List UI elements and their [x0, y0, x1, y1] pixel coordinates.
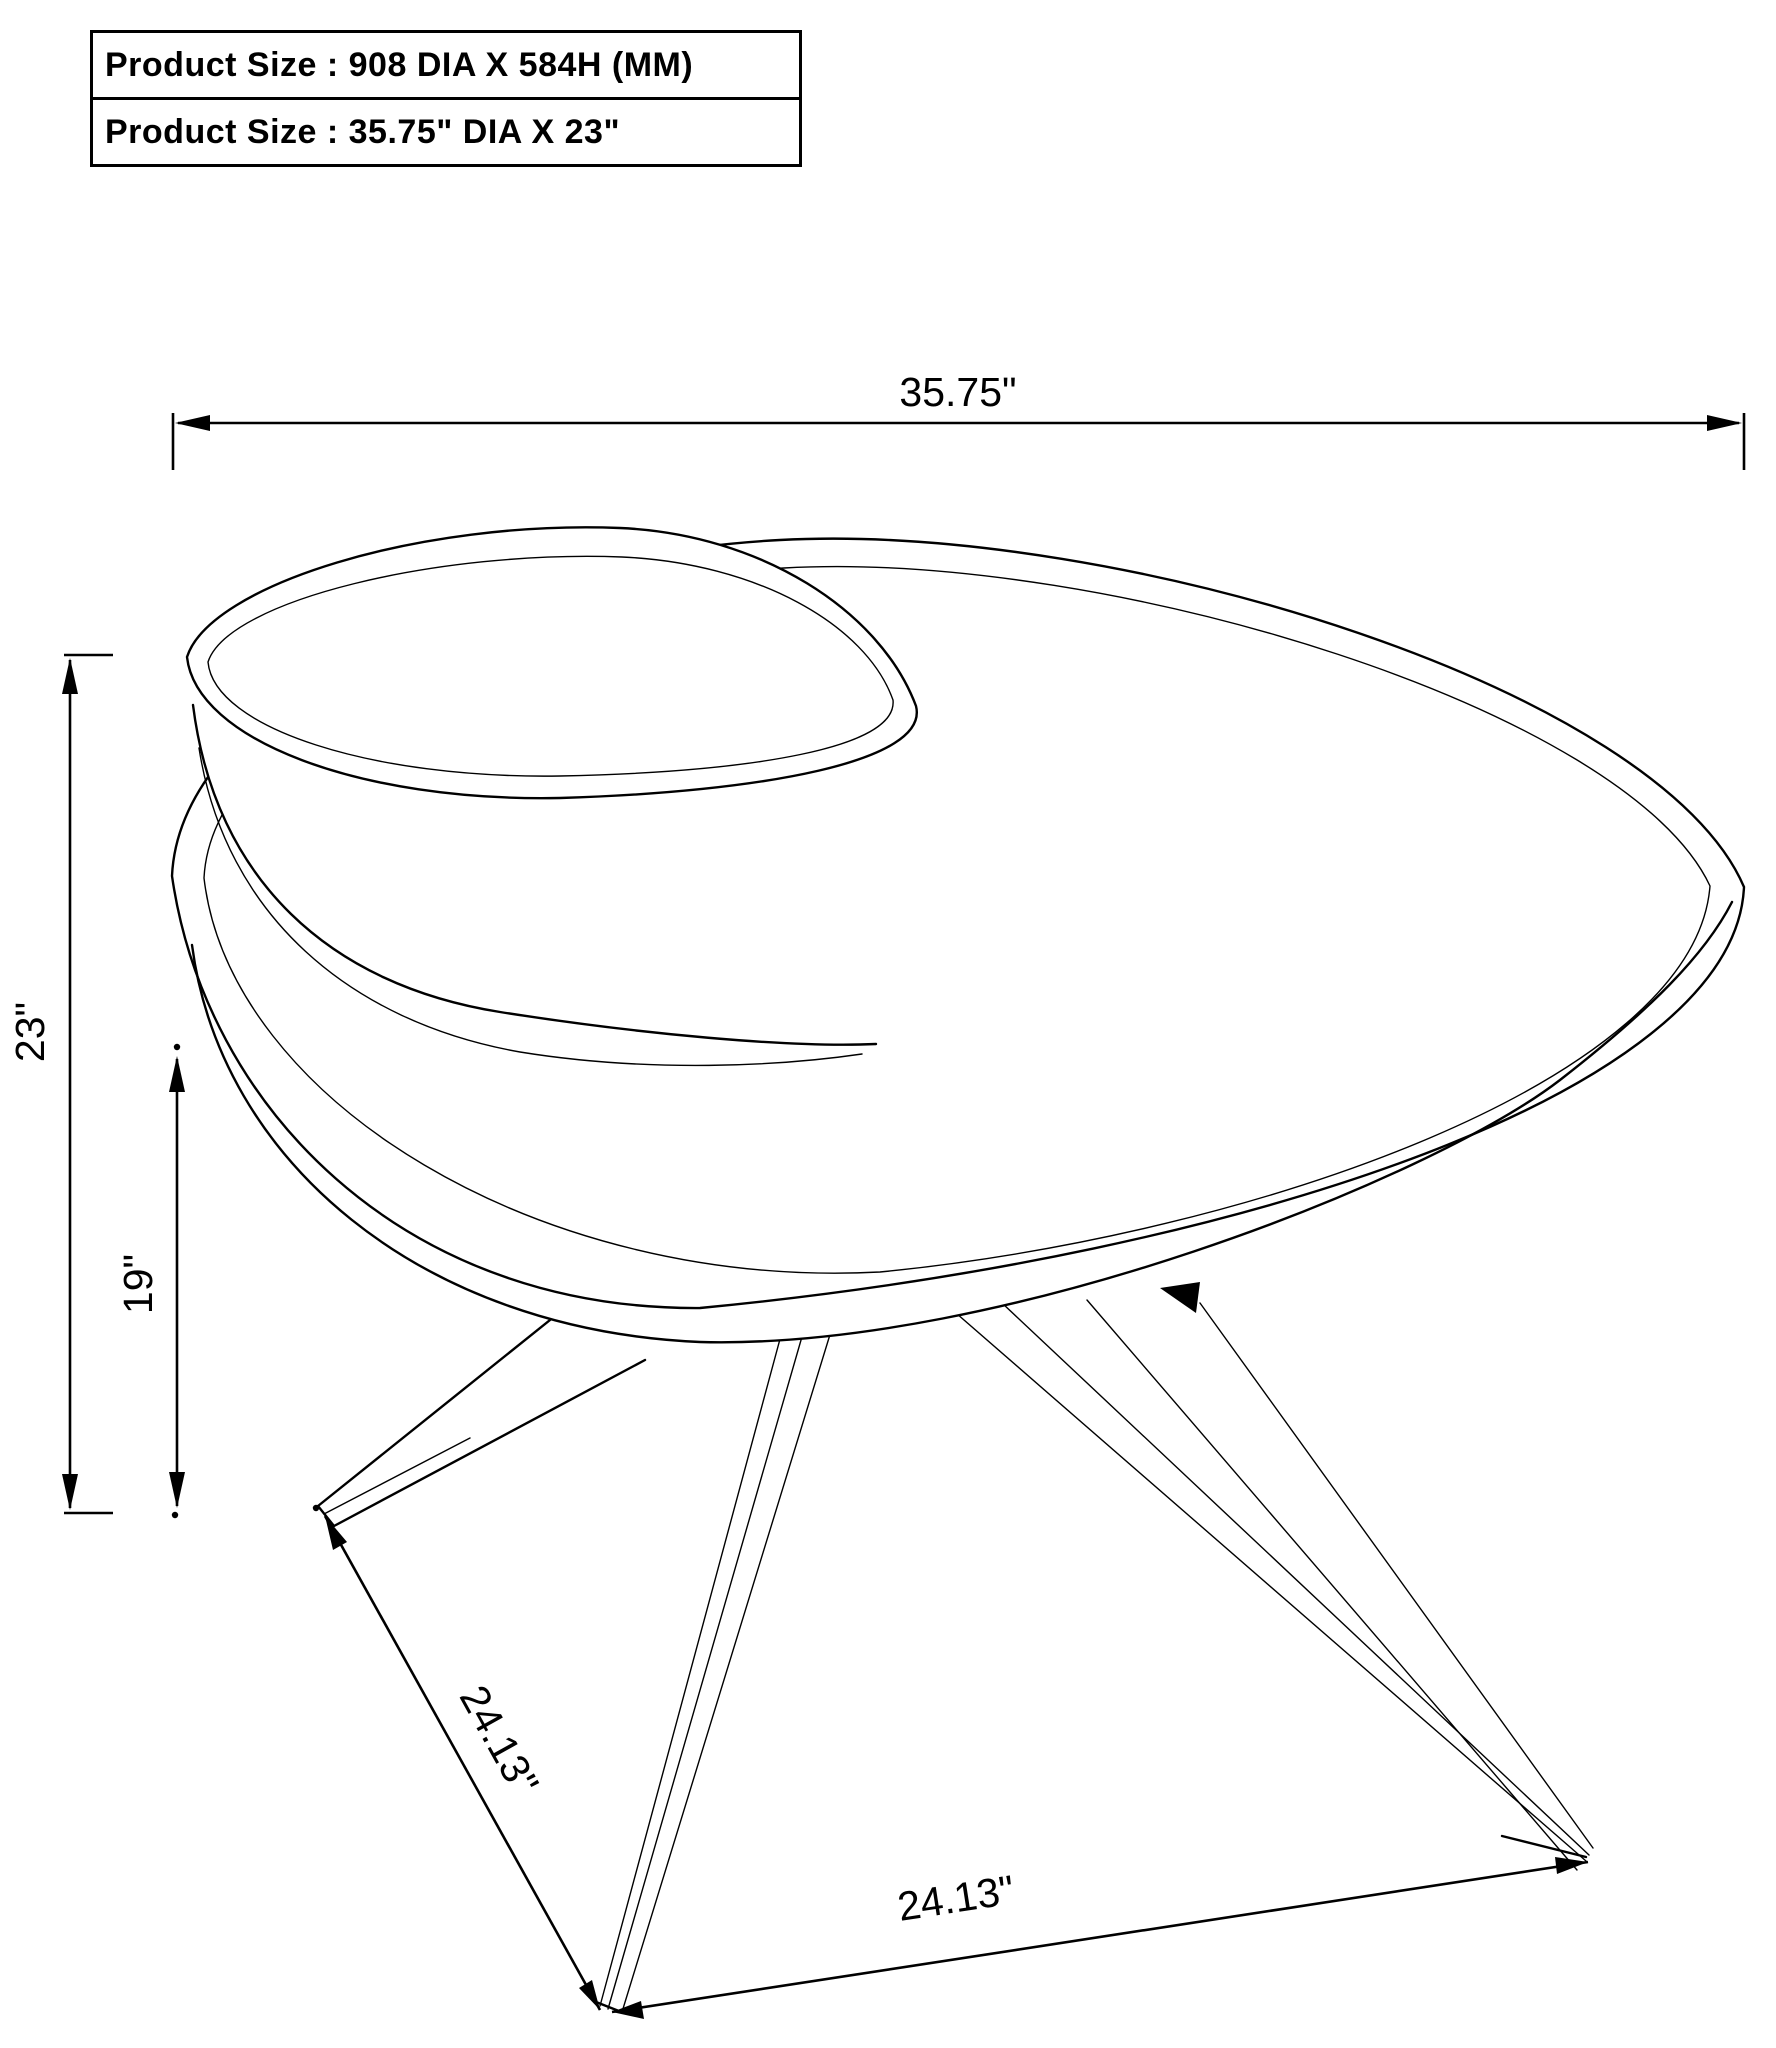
- total-height-label: 23": [7, 1001, 53, 1063]
- lower-tier-height-label: 19": [115, 1253, 161, 1315]
- leg-span-dimension-right: [612, 1857, 1588, 2019]
- width-dimension: [173, 369, 1744, 470]
- leg-span-right-label: 24.13": [894, 1866, 1018, 1930]
- product-size-inch-row: [93, 97, 799, 164]
- leg-front: [596, 1300, 840, 2013]
- leg-span-dimension-left: [313, 1505, 600, 2010]
- product-size-mm-row: [93, 33, 799, 97]
- leg-back-left: [318, 1312, 645, 1526]
- product-size-mm-label: Product Size : 908 DIA X 584H (MM): [105, 45, 694, 84]
- title-block: [90, 30, 802, 167]
- leg-span-left-label: 24.13": [450, 1677, 548, 1803]
- height-dimension-23: [7, 655, 113, 1513]
- leg-right: [941, 1282, 1594, 1872]
- width-dimension-label: 35.75": [899, 369, 1017, 415]
- product-size-inch-label: Product Size : 35.75" DIA X 23": [105, 112, 621, 151]
- height-dimension-19: [115, 1044, 185, 1518]
